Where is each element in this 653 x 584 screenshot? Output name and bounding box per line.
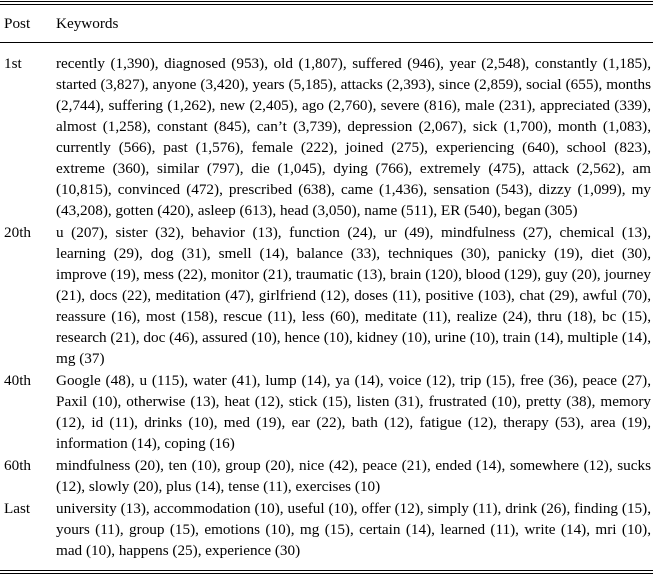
row-keywords: Google (48), u (115), water (41), lump (14), ya (14), voice (12), trip (15), free (36), peace (27), Paxil (10), otherwise (13), heat (12), stick (15), listen (31), frustrated (10), pretty (38), memory (12), id (11), drinks (10), med (19), ear (22), bath (12), fatigue (12), therapy (53), area (19), information (14), coping (16) xyxy=(56,372,651,452)
row-post-label: 40th xyxy=(4,372,32,389)
table-row xyxy=(0,498,653,561)
row-keywords: mindfulness (20), ten (10), group (20), nice (42), peace (21), ended (14), somewhere (12), sucks (12), slowly (20), plus (14), tense (11), exercises (10) xyxy=(56,457,651,495)
bottom-rule xyxy=(0,570,653,571)
table-row xyxy=(0,370,653,454)
table-row xyxy=(0,222,653,369)
row-post-label: 1st xyxy=(4,55,22,72)
row-post-label: Last xyxy=(4,500,31,517)
header-row xyxy=(0,0,653,44)
row-keywords: u (207), sister (32), behavior (13), function (24), ur (49), mindfulness (27), chemical (13), learning (29), dog (31), smell (14), balance (33), techniques (30), panicky (19), diet (30), improve (19), mess (22), monitor (21), traumatic (13), brain (120), blood (129), guy (20), journey (21), docs (22), meditation (47), girlfriend (12), doses (11), positive (103), chat (29), awful (70), reassure (16), most (158), rescue (11), less (60), meditate (11), realize (24), thru (18), bc (15), research (21), doc (46), assured (10), hence (10), kidney (10), urine (10), train (14), multiple (14), mg (37) xyxy=(56,224,651,367)
row-keywords: recently (1,390), diagnosed (953), old (1,807), suffered (946), year (2,548), constantly (1,185), started (3,827), anyone (3,420), years (5,185), attacks (2,393), since (2,859), social (655), months (2,744), suffering (1,262), new (2,405), ago (2,760), severe (816), male (231), appreciated (339), almost (1,258), constant (845), can’t (3,739), depression (2,067), sick (1,700), month (1,083), currently (566), past (1,576), female (222), joined (275), experiencing (640), school (823), extreme (360), similar (797), die (1,045), dying (766), extremely (475), attack (2,562), am (10,815), convinced (472), prescribed (638), came (1,436), sensation (543), dizzy (1,099), my (43,208), gotten (420), asleep (613), head (3,050), name (511), ER (540), began (305) xyxy=(56,55,651,219)
bottom-rule-double xyxy=(0,573,653,574)
table-row xyxy=(0,53,653,221)
row-post-label: 60th xyxy=(4,457,32,474)
row-keywords: university (13), accommodation (10), useful (10), offer (12), simply (11), drink (26), finding (15), yours (11), group (15), emotions (10), mg (15), certain (14), learned (11), write (14), mri (10), mad (10), happens (25), experience (30) xyxy=(56,500,651,559)
row-post-label: 20th xyxy=(4,224,32,241)
header-keywords: Keywords xyxy=(56,14,119,32)
header-post: Post xyxy=(4,14,31,32)
table-row xyxy=(0,455,653,497)
